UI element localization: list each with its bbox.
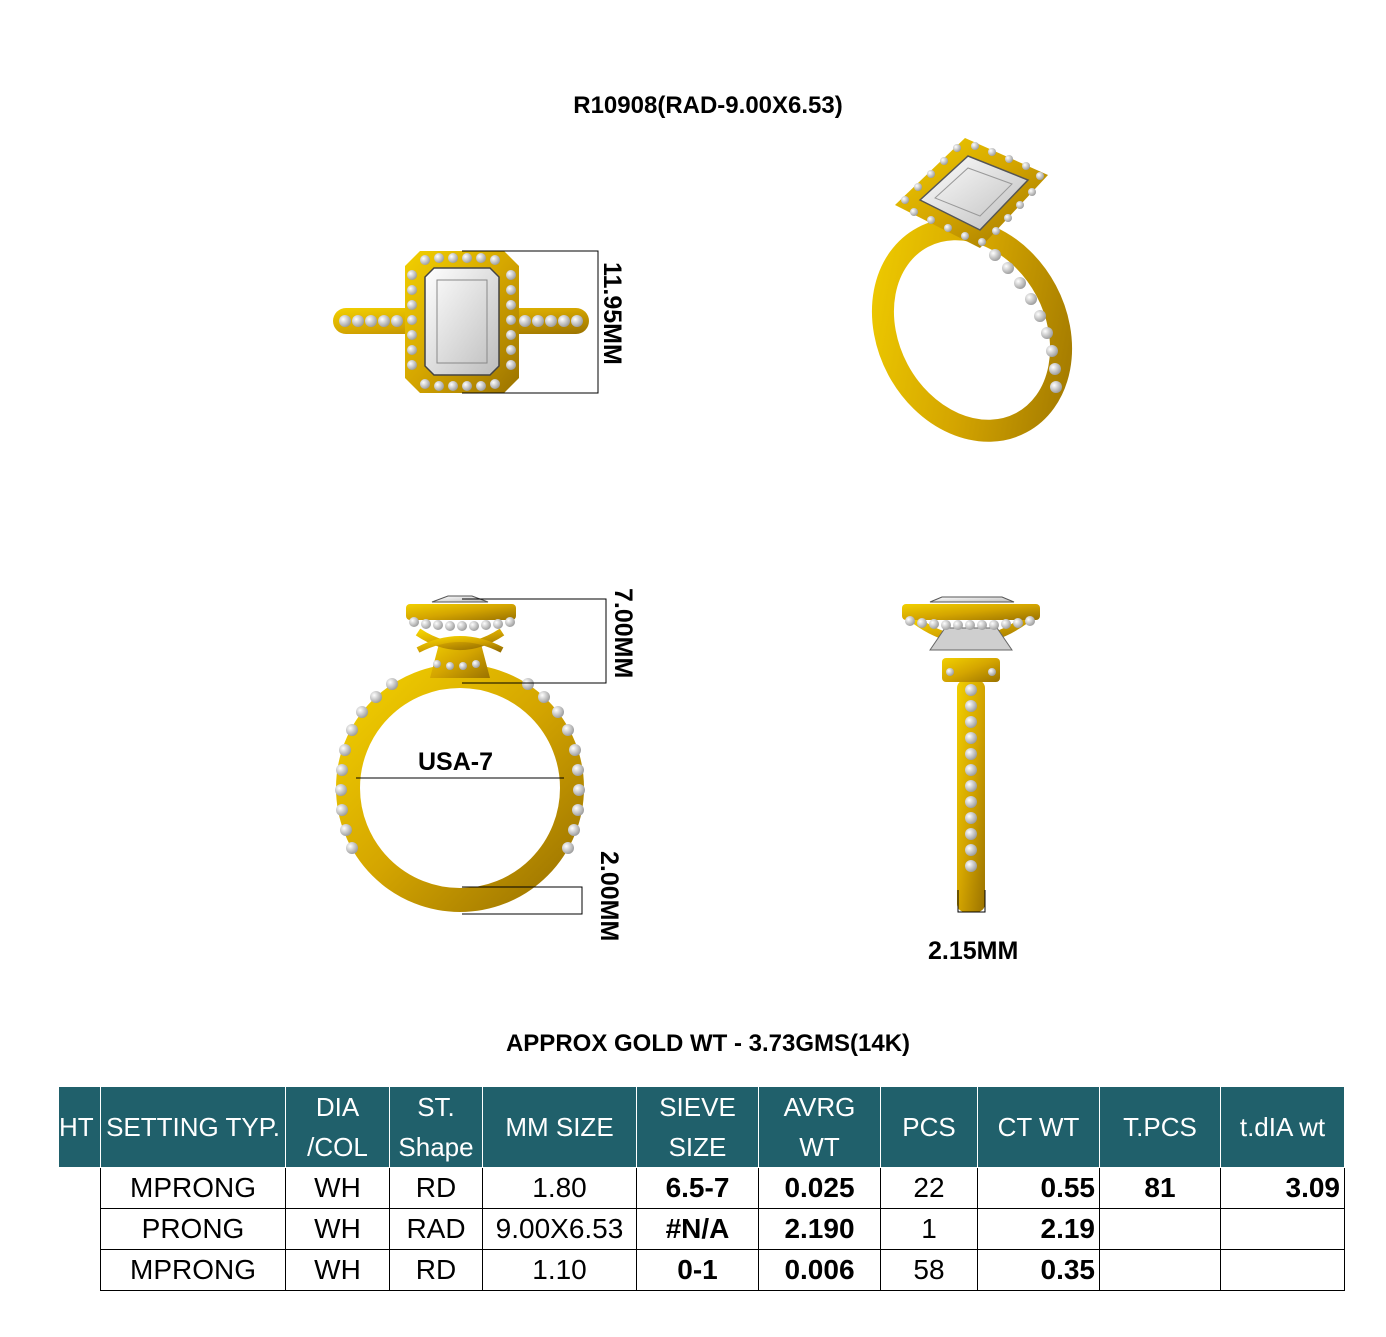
table-cell: 0.025	[759, 1168, 881, 1209]
col-tpcs-header: T.PCS	[1100, 1087, 1221, 1168]
col-pcs-header: PCS	[881, 1087, 978, 1168]
perspective-view	[849, 138, 1096, 462]
table-cell	[1221, 1250, 1345, 1291]
table-cell: 0.006	[759, 1250, 881, 1291]
table-cell: 6.5-7	[637, 1168, 759, 1209]
table-cell	[59, 1250, 101, 1291]
col-ct-header: CT WT	[978, 1087, 1100, 1168]
table-header-row	[59, 1087, 1345, 1168]
head-height-dimension: 7.00MM	[609, 588, 637, 679]
col-tdia-header: t.dIA wt	[1221, 1087, 1345, 1168]
table-cell: MPRONG	[101, 1168, 286, 1209]
col-ht-header: HT	[59, 1087, 101, 1168]
table-row	[59, 1209, 1345, 1250]
table-cell: 0.35	[978, 1250, 1100, 1291]
col-dia-header: DIA /COL	[286, 1087, 390, 1168]
table-cell: 22	[881, 1168, 978, 1209]
table-cell: PRONG	[101, 1209, 286, 1250]
table-cell: WH	[286, 1168, 390, 1209]
col-setting-header: SETTING TYP.	[101, 1087, 286, 1168]
table-cell: 3.09	[1221, 1168, 1345, 1209]
table-cell: 0-1	[637, 1250, 759, 1291]
col-mm-header: MM SIZE	[483, 1087, 637, 1168]
table-cell	[59, 1168, 101, 1209]
ring-size-label: USA-7	[418, 748, 494, 776]
col-shape-header: ST. Shape	[390, 1087, 483, 1168]
side-view	[902, 597, 1040, 912]
table-cell: MPRONG	[101, 1250, 286, 1291]
table-row	[59, 1168, 1345, 1209]
table-cell	[1100, 1250, 1221, 1291]
table-cell: 1.10	[483, 1250, 637, 1291]
table-cell: 9.00X6.53	[483, 1209, 637, 1250]
table-cell: RD	[390, 1250, 483, 1291]
table-cell: 1.80	[483, 1168, 637, 1209]
design-title: R10908(RAD-9.00X6.53)	[573, 92, 843, 119]
table-cell: 2.190	[759, 1209, 881, 1250]
col-sieve-header: SIEVE SIZE	[637, 1087, 759, 1168]
table-cell: WH	[286, 1250, 390, 1291]
table-row	[59, 1250, 1345, 1291]
shank-width-dimension: 2.15MM	[928, 937, 1019, 965]
table-cell	[1221, 1209, 1345, 1250]
table-cell	[1100, 1209, 1221, 1250]
table-cell: RAD	[390, 1209, 483, 1250]
col-avrg-header: AVRG WT	[759, 1087, 881, 1168]
table-cell: 81	[1100, 1168, 1221, 1209]
table-cell: 2.19	[978, 1209, 1100, 1250]
stone-table	[58, 1086, 1345, 1291]
table-cell: 0.55	[978, 1168, 1100, 1209]
table-cell: RD	[390, 1168, 483, 1209]
table-cell	[59, 1209, 101, 1250]
table-cell: 1	[881, 1209, 978, 1250]
table-cell: #N/A	[637, 1209, 759, 1250]
shank-thickness-dimension: 2.00MM	[595, 851, 623, 942]
table-cell: WH	[286, 1209, 390, 1250]
table-cell: 58	[881, 1250, 978, 1291]
top-height-dimension: 11.95MM	[598, 262, 626, 365]
top-view	[333, 251, 598, 393]
gold-weight-label: APPROX GOLD WT - 3.73GMS(14K)	[505, 1030, 911, 1057]
